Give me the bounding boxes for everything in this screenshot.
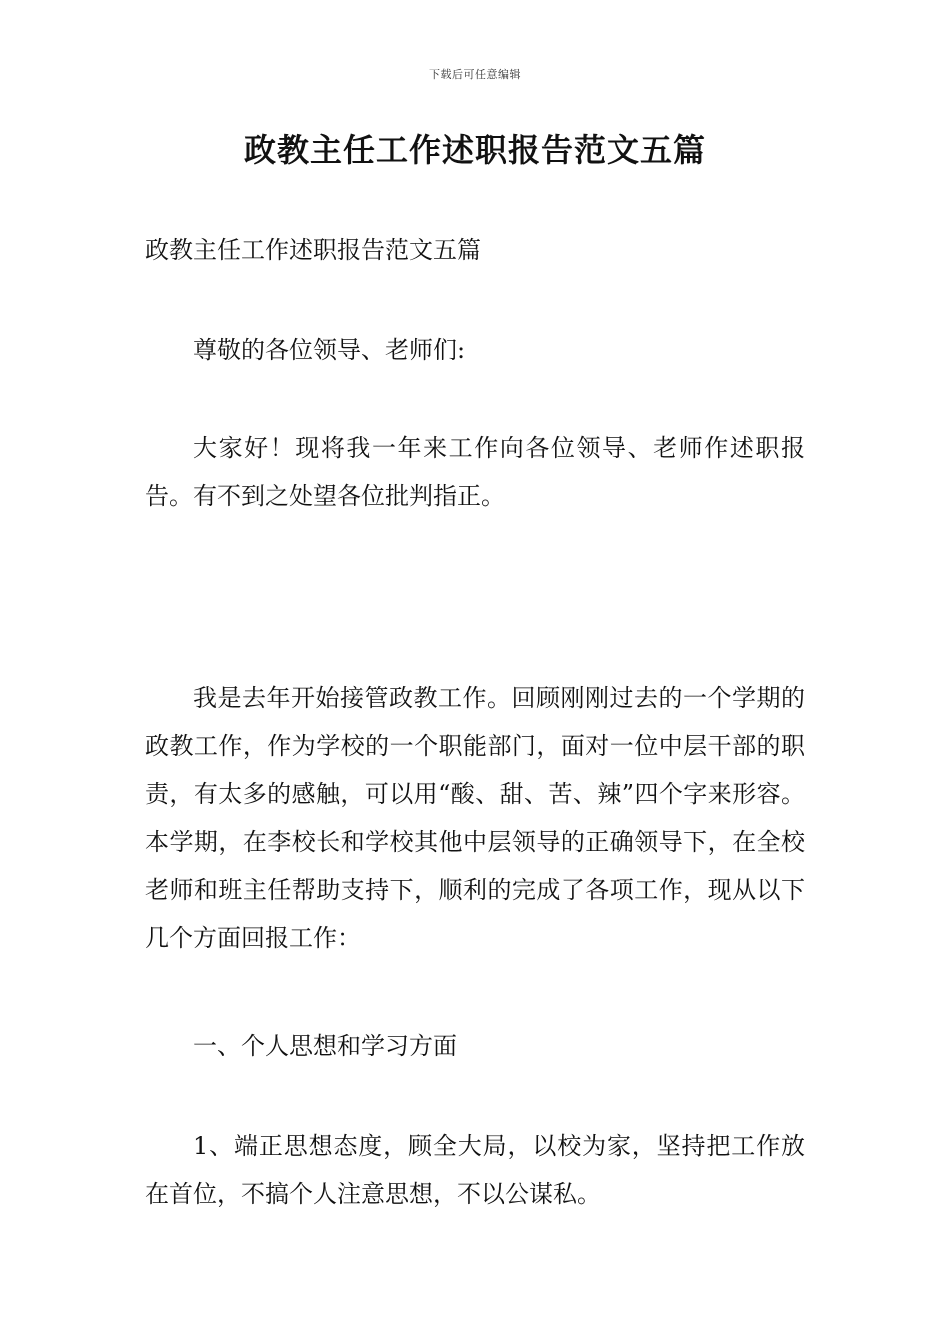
salutation-paragraph: 尊敬的各位领导、老师们: <box>193 336 466 364</box>
header-note: 下载后可任意编辑 <box>429 68 521 81</box>
intro-paragraph: 我是去年开始接管政教工作。回顾刚刚过去的一个学期的政教工作，作为学校的一个职能部门，面对一位中层干部的职责，有太多的感触，可以用“酸、甜、苦、辣”四个字来形容。本学期，在李校长和学校其他中层领导的正确领导下，在全校老师和班主任帮助支持下，顺利的完成了各项工作，现从以下几个方面回报工作： <box>145 684 805 952</box>
document-title: 政教主任工作述职报告范文五篇 <box>243 131 706 169</box>
document-subtitle: 政教主任工作述职报告范文五篇 <box>145 236 481 264</box>
greeting-paragraph: 大家好！现将我一年来工作向各位领导、老师作述职报告。有不到之处望各位批判指正。 <box>145 434 805 510</box>
section-heading: 一、个人思想和学习方面 <box>193 1032 457 1060</box>
list-item: 1、端正思想态度，顾全大局，以校为家，坚持把工作放在首位，不搞个人注意思想，不以公谋私。 <box>145 1132 805 1208</box>
